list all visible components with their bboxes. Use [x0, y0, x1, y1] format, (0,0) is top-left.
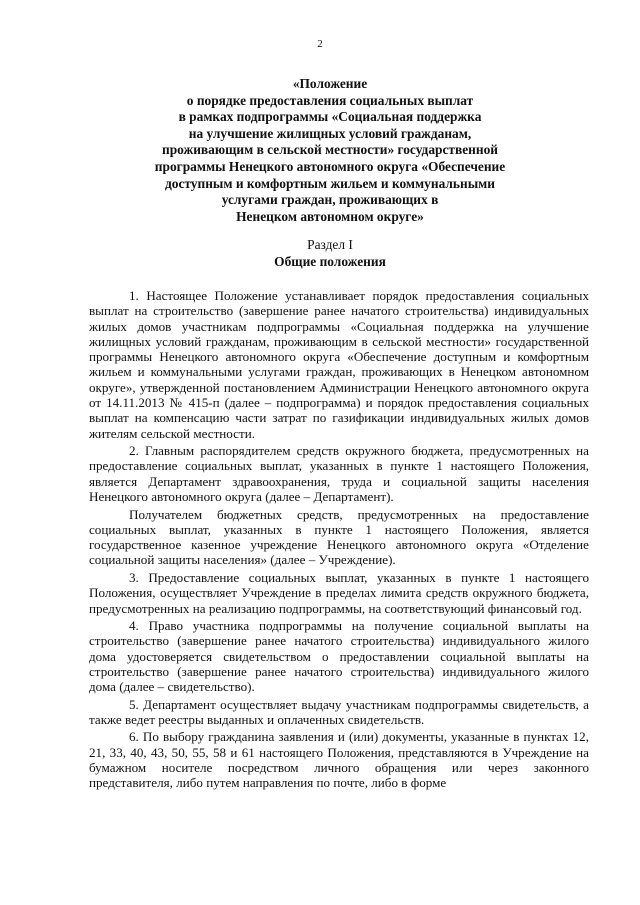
section-label: Раздел I: [307, 237, 353, 252]
paragraph-1: 1. Настоящее Положение устанавливает порядок предоставления социальных выплат на строительство (завершение ранее начатого строительства) индивидуальных жилых домов участникам подпрограммы «Социальная поддержка на улучшение жилищных условий гражданам, проживающим в сельской местности» государственной программы Ненецкого автономного округа «Обеспечение доступным и комфортным жильем и коммунальными услугами граждан, проживающих в Ненецком автономном округе», утвержденной постановлением Администрации Ненецкого автономного округа от 14.11.2013 № 415-п (далее – подпрограмма) и порядок предоставления социальных выплат на компенсацию части затрат по газификации индивидуальных жилых домов жителям сельской местности.: [89, 288, 589, 441]
paragraph-3: 3. Предоставление социальных выплат, указанных в пункте 1 настоящего Положения, осуществляет Учреждение в пределах лимита средств окружного бюджета, предусмотренных на реализацию подпрограммы, на соответствующий финансовый год.: [89, 569, 589, 616]
paragraph-4: 4. Право участника подпрограммы на получение социальной выплаты на строительство (завершение ранее начатого строительства) индивидуального жилого дома удостоверяется свидетельством о предоставлении социальной выплаты на строительство (завершение ранее начатого строительства) индивидуального жилого дома (далее – свидетельство).: [89, 617, 589, 695]
paragraph-6: 6. По выбору гражданина заявления и (или) документы, указанные в пунктах 12, 21, 33, 40, 43, 50, 55, 58 и 61 настоящего Положения, представляются в Учреждение на бумажном носителе посредством личного обращения или через законного представителя, либо путем направления по почте, либо в форме: [89, 729, 589, 791]
title-line: услугами граждан, проживающих в: [221, 192, 439, 208]
title-line: программы Ненецкого автономного округа «Обеспечение: [154, 158, 506, 174]
section-title: Общие положения: [274, 254, 386, 269]
paragraph-2-continued: Получателем бюджетных средств, предусмотренных на предоставление социальных выплат, указанных в пункте 1 настоящего Положения, является государственное казенное учреждение Ненецкого автономного округа «Отделение социальной защиты населения» (далее – Учреждение).: [89, 506, 589, 568]
document-title: [80, 76, 580, 225]
title-line: Ненецком автономном округе»: [236, 208, 424, 224]
paragraph-5: 5. Департамент осуществляет выдачу участникам подпрограммы свидетельств, а также ведет реестры выданных и оплаченных свидетельств.: [89, 696, 589, 727]
page-number: 2: [317, 38, 323, 50]
title-line: в рамках подпрограммы «Социальная поддержка: [178, 109, 482, 125]
title-line: «Положение: [292, 76, 368, 91]
title-line: о порядке предоставления социальных выплат: [186, 92, 474, 108]
title-line: на улучшение жилищных условий гражданам,: [188, 125, 472, 141]
title-line: доступным и комфортным жильем и коммунальными: [164, 175, 495, 191]
body-text: [89, 288, 589, 791]
title-line: проживающим в сельской местности» государственной: [161, 142, 498, 158]
section-header: [80, 236, 580, 270]
paragraph-2: 2. Главным распорядителем средств окружного бюджета, предусмотренных на предоставление социальных выплат, указанных в пункте 1 настоящего Положения, является Департамент здравоохранения, труда и социальной защиты населения Ненецкого автономного округа (далее – Департамент).: [89, 443, 589, 505]
